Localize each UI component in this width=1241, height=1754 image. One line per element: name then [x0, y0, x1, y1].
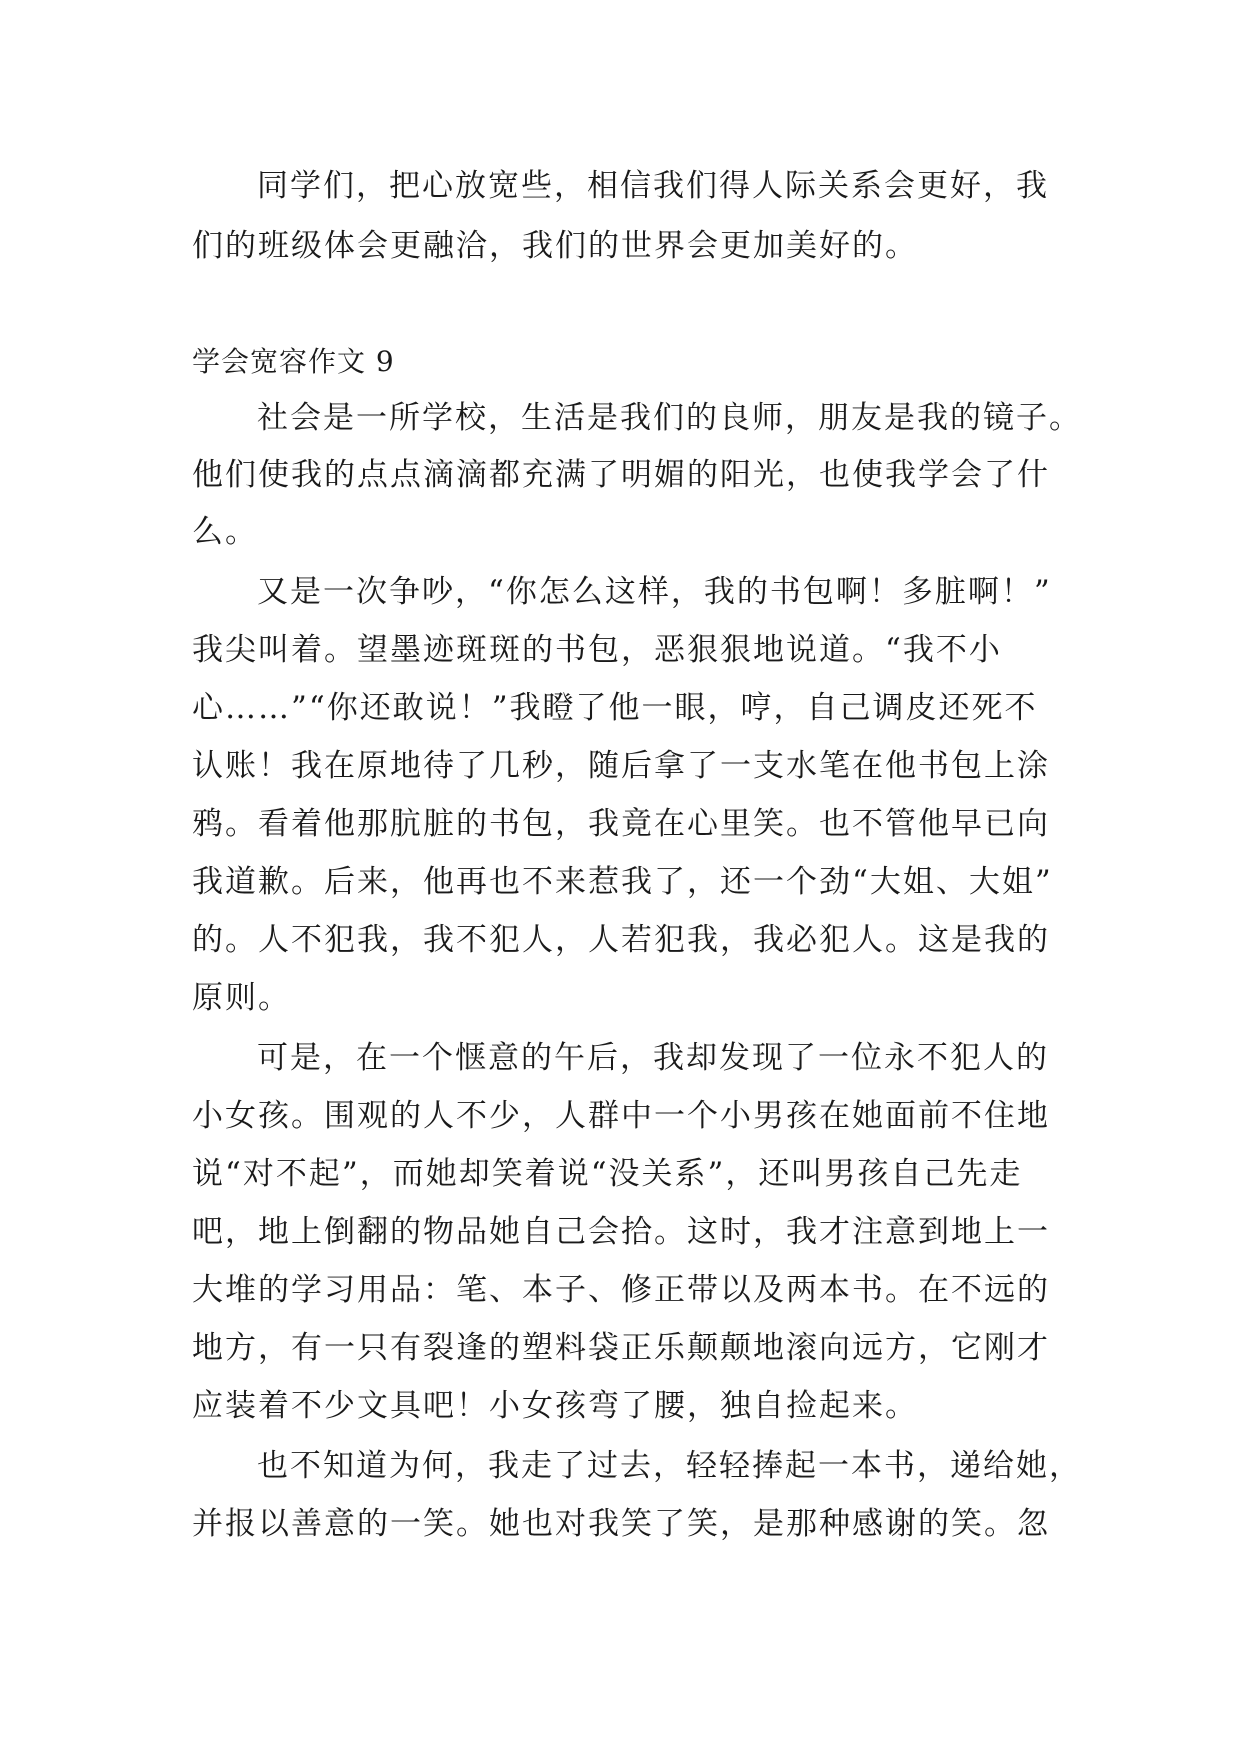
paragraph-line: 社会是一所学校，生活是我们的良师，朋友是我的镜子。 [257, 400, 1082, 436]
paragraph-line: 吧，地上倒翻的物品她自己会拾。这时，我才注意到地上一 [192, 1214, 1050, 1250]
paragraph-line: 并报以善意的一笑。她也对我笑了笑，是那种感谢的笑。忽 [192, 1506, 1050, 1542]
paragraph-line: 他们使我的点点滴滴都充满了明媚的阳光，也使我学会了什 [192, 457, 1050, 493]
paragraph-line: 么。 [192, 514, 258, 550]
paragraph-line: 我道歉。后来，他再也不来惹我了，还一个劲“大姐、大姐” [192, 864, 1053, 900]
paragraph-line: 可是，在一个惬意的午后，我却发现了一位永不犯人的 [257, 1040, 1049, 1076]
paragraph-line: 说“对不起”，而她却笑着说“没关系”，还叫男孩自己先走 [192, 1156, 1023, 1192]
paragraph-line: 应装着不少文具吧！小女孩弯了腰，独自捡起来。 [192, 1388, 918, 1424]
paragraph-line: 我尖叫着。望墨迹斑斑的书包，恶狠狠地说道。“我不小 [192, 632, 1002, 668]
paragraph-line: 鸦。看着他那肮脏的书包，我竟在心里笑。也不管他早已向 [192, 806, 1050, 842]
intro-line: 们的班级体会更融洽，我们的世界会更加美好的。 [192, 228, 918, 264]
paragraph-line: 大堆的学习用品：笔、本子、修正带以及两本书。在不远的 [192, 1272, 1050, 1308]
paragraph-line: 认账！我在原地待了几秒，随后拿了一支水笔在他书包上涂 [192, 748, 1050, 784]
paragraph-line: 的。人不犯我，我不犯人，人若犯我，我必犯人。这是我的 [192, 922, 1050, 958]
paragraph-line: 也不知道为何，我走了过去，轻轻捧起一本书，递给她， [257, 1448, 1082, 1484]
paragraph-line: 心……”“你还敢说！”我瞪了他一眼，哼，自己调皮还死不 [192, 690, 1038, 726]
paragraph-line: 又是一次争吵，“你怎么这样，我的书包啊！多脏啊！” [257, 574, 1052, 610]
paragraph-line: 原则。 [192, 980, 291, 1016]
section-title: 学会宽容作文 9 [192, 345, 395, 378]
paragraph-line: 地方，有一只有裂逢的塑料袋正乐颠颠地滚向远方，它刚才 [192, 1330, 1050, 1366]
intro-line: 同学们，把心放宽些，相信我们得人际关系会更好，我 [257, 168, 1049, 204]
paragraph-line: 小女孩。围观的人不少，人群中一个小男孩在她面前不住地 [192, 1098, 1050, 1134]
